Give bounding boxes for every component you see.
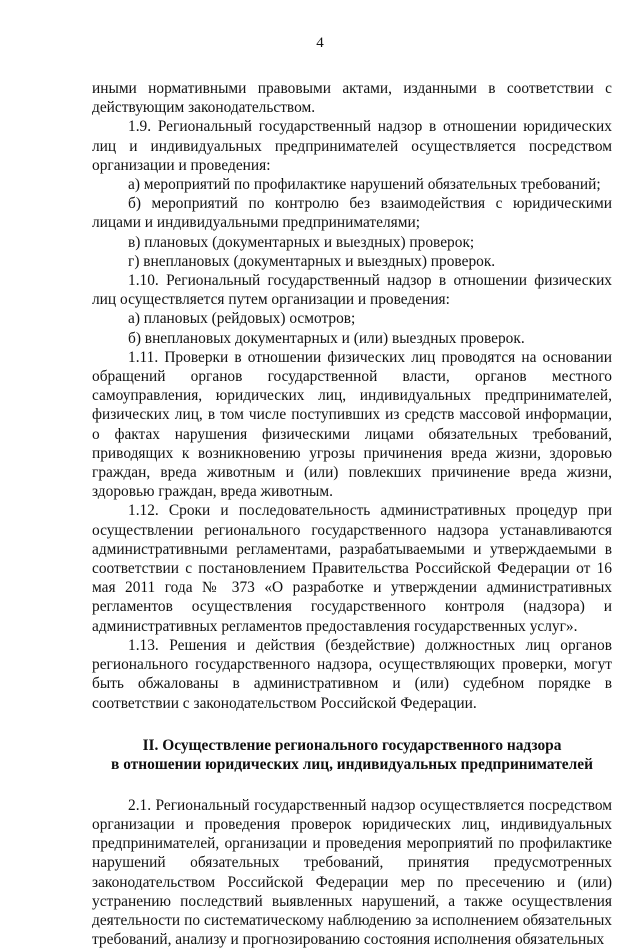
page-number: 4: [316, 35, 324, 51]
section-heading-line-2: в отношении юридических лиц, индивидуальных предпринимателей: [111, 756, 593, 774]
section-heading-line-1: II. Осуществление регионального государственного надзора: [142, 736, 562, 754]
list-item-a-2: а) плановых (рейдовых) осмотров;: [128, 310, 356, 328]
list-item-b-2: б) внеплановых документарных и (или) выездных проверок.: [128, 329, 525, 347]
list-item-b: б) мероприятий по контролю без взаимодействия с юридическими лицами и индивидуальными предпринимателями;: [92, 195, 612, 232]
paragraph-1-13: 1.13. Решения и действия (бездействие) должностных лиц органов регионального государственного надзора, осуществляющих проверки, могут быть обжалованы в административном и (или) судебном порядке в соответствии с законодательством Российской Федерации.: [92, 636, 612, 712]
paragraph-2-1: 2.1. Региональный государственный надзор осуществляется посредством организации и проведения проверок юридических лиц, индивидуальных предпринимателей, организации и проведения мероприятий по профилактике нарушений обязательных требований, принятия предусмотренных законодательством Российской Федерации мер по пресечению и (или) устранению последствий выявленных нарушений, а также осуществления деятельности по систематическому наблюдению за исполнением обязательных требований, анализу и прогнозированию состояния исполнения обязательных: [92, 796, 612, 949]
list-item-v: в) плановых (документарных и выездных) проверок;: [128, 233, 475, 251]
paragraph-1-9: 1.9. Региональный государственный надзор в отношении юридических лиц и индивидуальных предпринимателей осуществляется посредством организации и проведения:: [92, 118, 612, 174]
document-body: [92, 79, 612, 949]
paragraph-1-12: 1.12. Сроки и последовательность административных процедур при осуществлении регионального государственного надзора устанавливаются административными регламентами, разрабатываемыми и утверждаемыми в соответствии с постановлением Правительства Российской Федерации от 16 мая 2011 года № 373 «О разработке и утверждении административных регламентов осуществления государственного контроля (надзора) и административных регламентов предоставления государственных услуг».: [92, 502, 612, 635]
list-item-g: г) внеплановых (документарных и выездных) проверок.: [128, 252, 496, 270]
paragraph-continuation: иными нормативными правовыми актами, изданными в соответствии с действующим законодательством.: [92, 80, 612, 117]
section-heading: [92, 736, 612, 775]
paragraph-1-11: 1.11. Проверки в отношении физических лиц проводятся на основании обращений органов государственной власти, органов местного самоуправления, юридических лиц, индивидуальных предпринимателей, физических лиц, в том числе поступивших из средств массовой информации, о фактах нарушения физическими лицами обязательных требований, приводящих к возникновению угрозы причинения вреда жизни, здоровью граждан, вреда животным и (или) повлекших причинение вреда жизни, здоровью граждан, вреда животным.: [92, 348, 612, 501]
paragraph-1-10: 1.10. Региональный государственный надзор в отношении физических лиц осуществляется путем организации и проведения:: [92, 272, 612, 309]
list-item-a: а) мероприятий по профилактике нарушений обязательных требований;: [128, 176, 601, 194]
